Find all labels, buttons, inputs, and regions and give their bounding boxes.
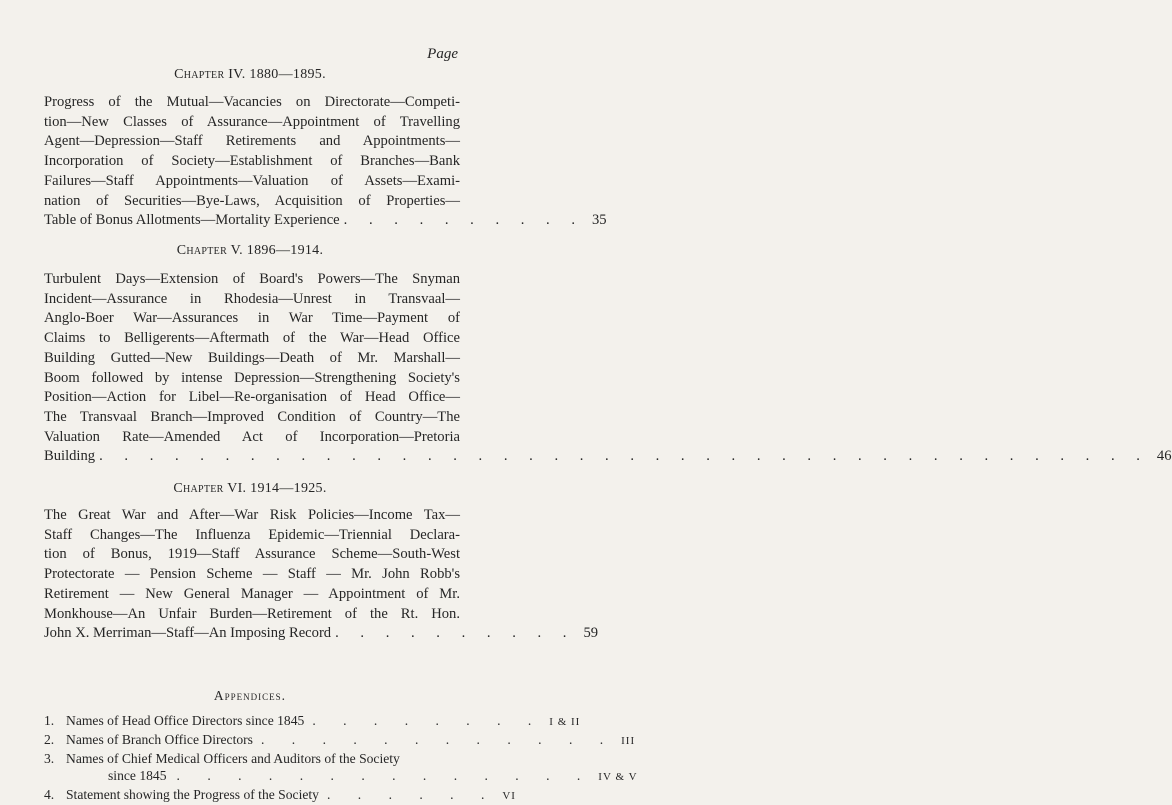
chapter-6-title: Chapter VI. 1914—1925. <box>173 481 327 496</box>
page-number: 46 <box>1156 448 1172 465</box>
dot-leader: . . . . . . <box>326 787 497 802</box>
summary-line: nation of Securities—Bye-Laws, Acquisition of Properties— <box>44 192 460 209</box>
dot-leader: . . . . . . . . . . . . <box>260 732 616 747</box>
summary-line: Building Gutted—New Buildings—Death of Mr. Marshall— <box>44 349 460 366</box>
page-column-label: Page <box>427 46 458 62</box>
appendix-ref: VI <box>502 790 516 802</box>
dot-leader: . . . . . . . . <box>312 713 544 728</box>
summary-line: Monkhouse—An Unfair Burden—Retirement of the Rt. Hon. <box>44 605 460 622</box>
page-number: 59 <box>583 625 599 642</box>
chapter-4-title: Chapter IV. 1880—1895. <box>174 67 326 82</box>
summary-line: tion—New Classes of Assurance—Appointment of Travelling <box>44 113 460 130</box>
chapter-5-summary <box>44 270 1172 467</box>
appendices-list <box>44 712 638 805</box>
appendix-item <box>44 731 636 750</box>
summary-line: Building <box>44 448 96 465</box>
summary-line: Staff Changes—The Influenza Epidemic—Triennial Declara- <box>44 526 460 543</box>
appendix-number: 2. <box>44 732 55 747</box>
summary-line: tion of Bonus, 1919—Staff Assurance Scheme—South-West <box>44 546 460 563</box>
appendix-ref: III <box>621 735 636 747</box>
appendix-ref: I & II <box>549 716 581 728</box>
appendix-number: 1. <box>44 713 55 728</box>
appendix-item <box>44 786 516 805</box>
summary-line: Failures—Staff Appointments—Valuation of Assets—Exami- <box>44 172 460 189</box>
summary-line: Agent—Depression—Staff Retirements and Appointments— <box>44 133 460 150</box>
summary-line: Incorporation of Society—Establishment of Branches—Bank <box>44 153 460 170</box>
summary-last-line <box>44 624 599 644</box>
summary-line: Valuation Rate—Amended Act of Incorporation—Pretoria <box>44 428 460 445</box>
summary-last-line <box>44 447 1172 467</box>
summary-line: Anglo-Boer War—Assurances in War Time—Payment of <box>44 310 460 327</box>
summary-line: Retirement — New General Manager — Appointment of Mr. <box>44 585 460 602</box>
summary-line: Position—Action for Libel—Re-organisation of Head Office— <box>44 389 460 406</box>
summary-line: Claims to Belligerents—Aftermath of the War—Head Office <box>44 330 460 347</box>
dot-leader: . . . . . . . . . . <box>335 625 576 642</box>
dot-leader: . . . . . . . . . . . . . . <box>176 768 593 783</box>
appendix-number: 3. <box>44 751 55 766</box>
summary-line: Boom followed by intense Depression—Strengthening Society's <box>44 369 460 386</box>
summary-line: Table of Bonus Allotments—Mortality Experience <box>44 212 340 229</box>
appendix-title: Names of Chief Medical Officers and Auditors of the Society <box>66 751 400 766</box>
appendix-title: since 1845 <box>108 768 167 783</box>
appendix-ref: IV & V <box>598 771 638 783</box>
dot-leader: . . . . . . . . . . <box>343 212 584 229</box>
summary-line: Turbulent Days—Extension of Board's Powers—The Snyman <box>44 271 460 287</box>
summary-line: The Great War and After—War Risk Policies—Income Tax— <box>44 507 460 523</box>
appendix-title: Names of Branch Office Directors <box>66 732 253 747</box>
appendix-number: 4. <box>44 787 55 802</box>
appendix-title: Statement showing the Progress of the Society <box>66 787 319 802</box>
appendix-item-continuation <box>44 767 638 786</box>
summary-line: Protectorate — Pension Scheme — Staff — Mr. John Robb's <box>44 566 460 583</box>
dot-leader: . . . . . . . . . . . . . . . . . . . . . . . . . . . . . . . . . . . . . . . . . . <box>99 448 1149 465</box>
summary-line: John X. Merriman—Staff—An Imposing Record <box>44 625 332 642</box>
summary-line: Incident—Assurance in Rhodesia—Unrest in Transvaal— <box>44 290 460 307</box>
appendix-title: Names of Head Office Directors since 1845 <box>66 713 305 728</box>
chapter-5-title: Chapter V. 1896—1914. <box>176 243 324 258</box>
appendix-item <box>44 750 460 767</box>
chapter-6-summary <box>44 506 599 644</box>
page-number: 35 <box>592 212 607 229</box>
summary-line: The Transvaal Branch—Improved Condition of Country—The <box>44 408 460 425</box>
appendices-heading: Appendices. <box>213 688 287 703</box>
summary-line: Progress of the Mutual—Vacancies on Directorate—Competi- <box>44 94 460 110</box>
summary-last-line <box>44 211 607 231</box>
chapter-4-summary <box>44 93 607 231</box>
appendix-item <box>44 712 581 731</box>
